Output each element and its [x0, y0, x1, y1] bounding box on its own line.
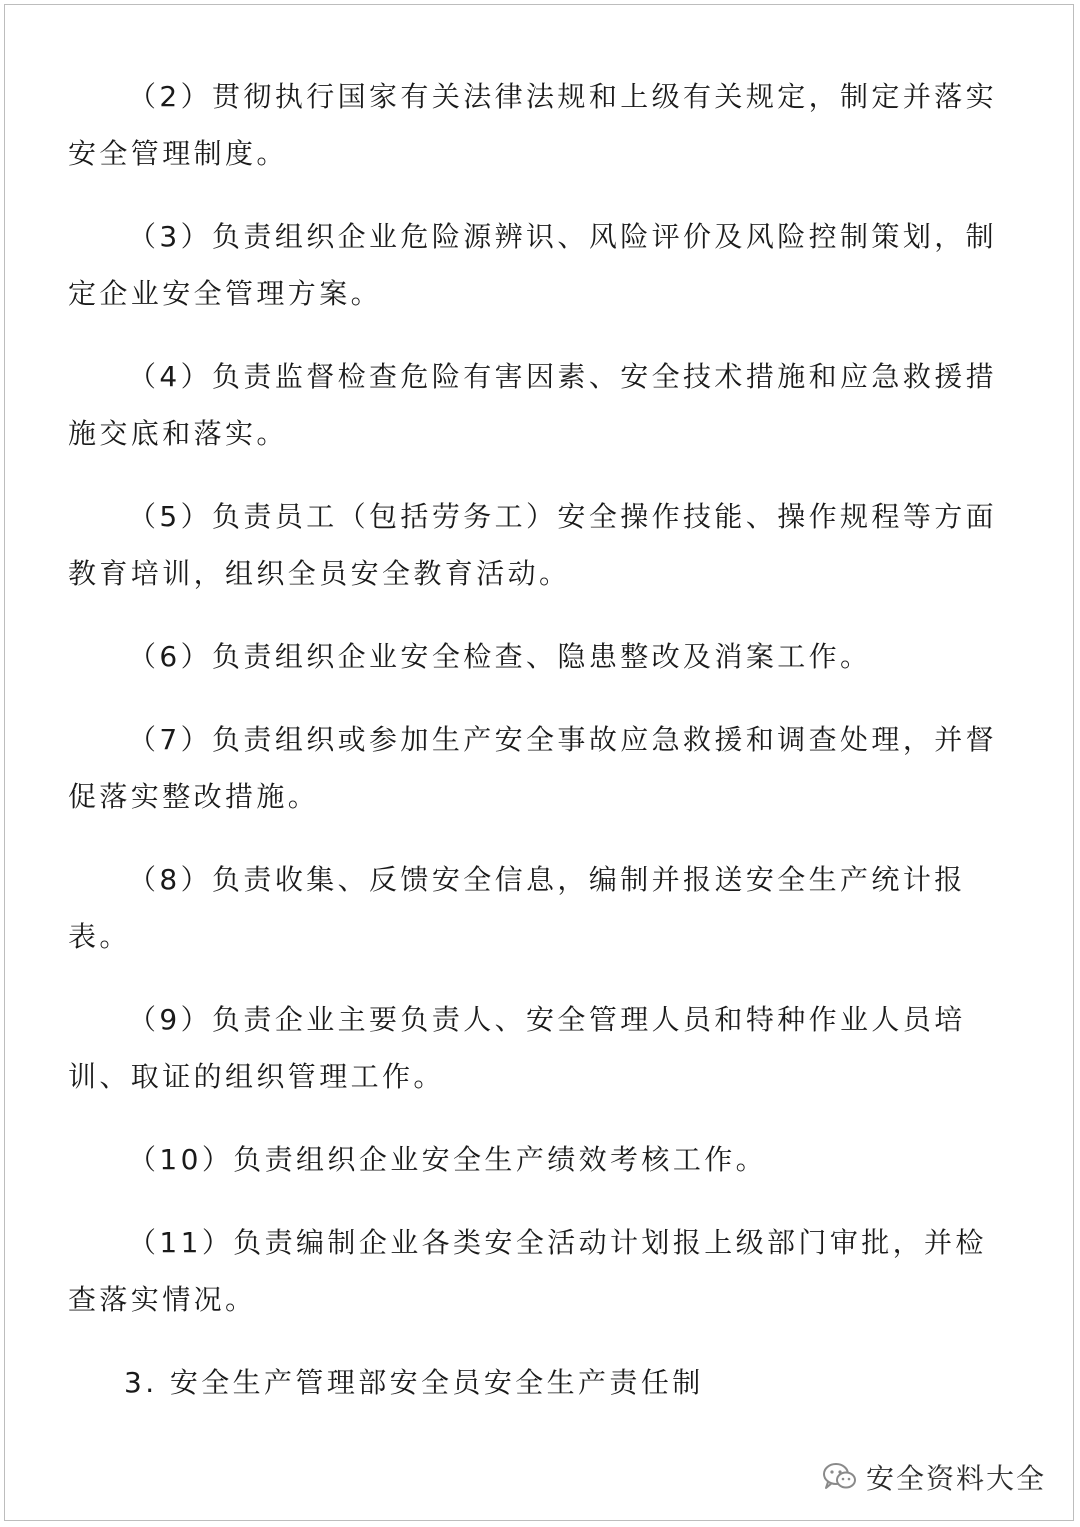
item-number: （3）	[128, 220, 213, 253]
list-item	[68, 628, 1018, 685]
item-text: 贯彻执行国家有关法律法规和上级有关规定，制定并落实安全管理制度。	[68, 80, 998, 170]
item-number: （11）	[128, 1226, 234, 1259]
item-text: 负责组织企业安全生产绩效考核工作。	[233, 1143, 768, 1176]
list-item	[68, 1214, 1018, 1328]
item-number: （8）	[128, 863, 213, 896]
item-number: （10）	[128, 1143, 234, 1176]
list-item	[68, 1131, 1018, 1188]
section-number: 3.	[124, 1366, 158, 1399]
item-text: 负责组织企业安全检查、隐患整改及消案工作。	[212, 640, 872, 673]
list-item	[68, 488, 1018, 602]
list-item	[68, 208, 1018, 322]
watermark-text: 安全资料大全	[865, 1462, 1046, 1495]
item-number: （2）	[128, 80, 213, 113]
list-item	[68, 851, 1018, 965]
section-heading	[68, 1354, 1018, 1411]
list-item	[68, 711, 1018, 825]
item-number: （7）	[128, 723, 213, 756]
item-text: 负责员工（包括劳务工）安全操作技能、操作规程等方面教育培训，组织全员安全教育活动。	[68, 500, 998, 590]
item-text: 负责企业主要负责人、安全管理人员和特种作业人员培训、取证的组织管理工作。	[68, 1003, 966, 1093]
item-text: 负责收集、反馈安全信息，编制并报送安全生产统计报表。	[68, 863, 966, 953]
item-number: （4）	[128, 360, 213, 393]
document-body	[68, 68, 1018, 1439]
item-number: （9）	[128, 1003, 213, 1036]
list-item	[68, 68, 1018, 182]
list-item	[68, 348, 1018, 462]
item-text: 负责组织企业危险源辨识、风险评价及风险控制策划，制定企业安全管理方案。	[68, 220, 998, 310]
watermark	[822, 1457, 1046, 1497]
wechat-icon	[822, 1462, 858, 1492]
item-text: 负责编制企业各类安全活动计划报上级部门审批，并检查落实情况。	[68, 1226, 987, 1316]
item-text: 负责监督检查危险有害因素、安全技术措施和应急救援措施交底和落实。	[68, 360, 998, 450]
item-number: （6）	[128, 640, 213, 673]
section-title: 安全生产管理部安全员安全生产责任制	[169, 1366, 704, 1399]
list-item	[68, 991, 1018, 1105]
item-text: 负责组织或参加生产安全事故应急救援和调查处理，并督促落实整改措施。	[68, 723, 998, 813]
item-number: （5）	[128, 500, 213, 533]
